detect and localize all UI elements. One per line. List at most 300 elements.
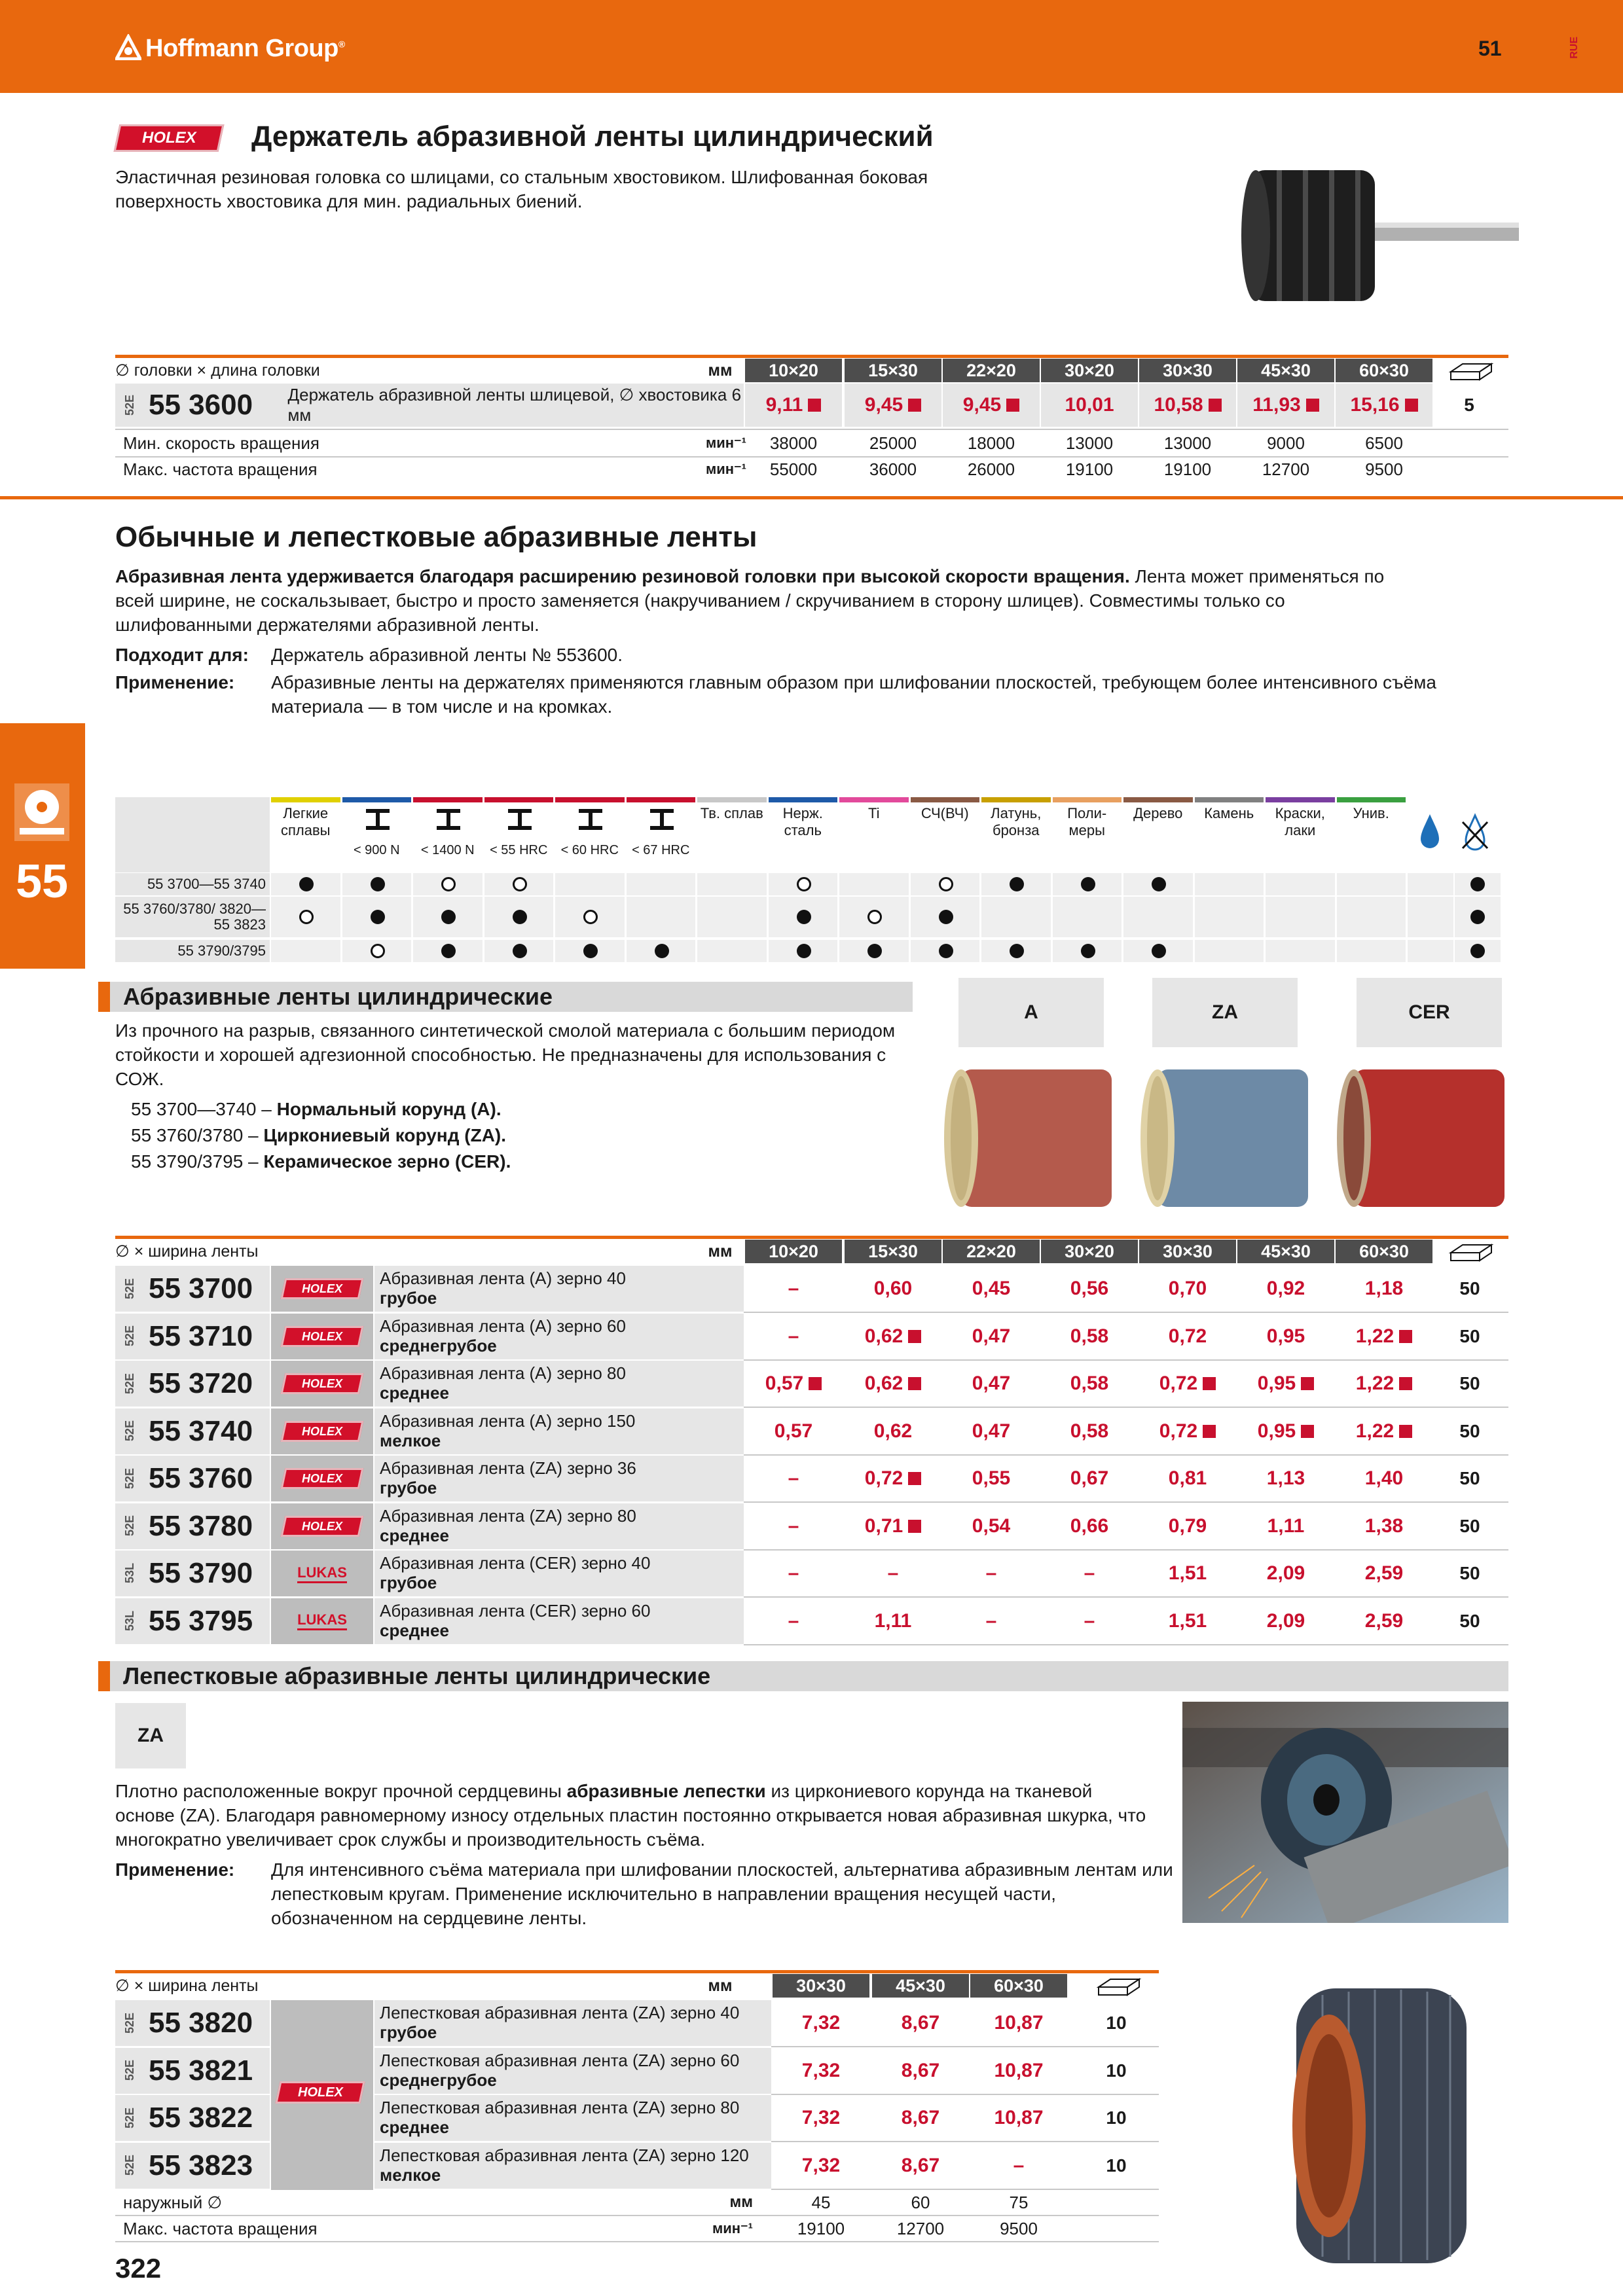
price-value: 9,45	[864, 394, 903, 416]
min-speed-value: 18000	[967, 433, 1015, 453]
price-cell[interactable]	[1336, 1314, 1432, 1359]
price-cell[interactable]	[745, 1266, 842, 1312]
price-cell[interactable]	[1139, 1266, 1236, 1312]
price-cell[interactable]	[1237, 1598, 1334, 1644]
min-speed-value: 13000	[1163, 433, 1212, 453]
flap-price-cell[interactable]	[970, 2000, 1067, 2046]
matrix-cell	[1195, 873, 1264, 895]
material-label: Дерево	[1133, 805, 1183, 821]
max-speed-value: 12700	[1262, 459, 1310, 479]
min-speed-unit: мин⁻¹	[705, 435, 746, 451]
bands-title: Обычные и лепестковые абразивные ленты	[115, 521, 757, 553]
price-cell[interactable]	[1237, 1361, 1334, 1407]
min-speed-label: Мин. скорость вращения	[123, 433, 319, 453]
matrix-cell	[1337, 873, 1406, 895]
price-value: –	[1013, 2154, 1025, 2176]
flap-max-speed-label: Макс. частота вращения	[123, 2218, 318, 2238]
price-cell[interactable]	[1237, 1456, 1334, 1501]
article-number: 52E 55 3740	[123, 1414, 253, 1447]
holex-badge: HOLEX	[281, 1373, 364, 1394]
holex-badge: HOLEX	[281, 1278, 364, 1299]
matrix-cell	[1408, 873, 1453, 895]
price-value: 2,09	[1266, 1609, 1305, 1632]
flap-table-topline	[115, 1970, 1159, 1973]
price-cell[interactable]	[745, 1456, 842, 1501]
flap-price-cell[interactable]	[872, 2048, 969, 2094]
price-value: 0,72	[1168, 1325, 1207, 1347]
price-cell[interactable]	[943, 1408, 1040, 1454]
section-separator	[0, 496, 1623, 499]
material-label: СЧ(ВЧ)	[921, 805, 969, 821]
matrix-cell	[1408, 940, 1453, 962]
material-label: Легкие сплавы	[281, 805, 331, 838]
price-cell[interactable]	[943, 1314, 1040, 1359]
stock-marker-icon	[1405, 399, 1418, 412]
cyl-col-label: ∅ × ширина ленты	[115, 1242, 259, 1261]
price-value: –	[788, 1562, 799, 1584]
suitable-dot-icon	[797, 910, 811, 924]
price-value: –	[985, 1562, 997, 1584]
price-cell[interactable]	[1041, 1408, 1138, 1454]
qty-cell: 50	[1459, 1515, 1480, 1536]
stock-marker-icon	[1209, 399, 1222, 412]
flap-price-cell[interactable]	[773, 2048, 869, 2094]
price-value: 1,13	[1266, 1467, 1305, 1489]
flap-max-speed-unit: мин⁻¹	[712, 2220, 753, 2236]
grain-line: 55 3760/3780 – Циркониевый корунд (ZA).	[131, 1125, 507, 1145]
product-row[interactable]	[115, 1551, 270, 1596]
matrix-cell	[697, 940, 767, 962]
max-speed-value: 26000	[967, 459, 1015, 479]
application-label: Применение:	[115, 672, 235, 692]
dry-no-coolant-icon	[1459, 812, 1491, 851]
holder-price-cell[interactable]	[1041, 384, 1138, 427]
grain-line: 55 3700—3740 – Нормальный корунд (A).	[131, 1099, 501, 1119]
product-row[interactable]	[115, 1314, 270, 1359]
flap-price-cell[interactable]	[773, 2143, 869, 2189]
price-cell[interactable]	[745, 1503, 842, 1549]
size-header: 30×20	[1041, 359, 1138, 382]
flap-col-label: ∅ × ширина ленты	[115, 1977, 259, 1995]
price-value: –	[788, 1467, 799, 1489]
material-label: Унив.	[1353, 805, 1389, 821]
price-cell[interactable]	[845, 1266, 941, 1312]
article-number: 52E 55 3820	[123, 2007, 253, 2039]
price-cell[interactable]	[1237, 1408, 1334, 1454]
price-value: 10,87	[994, 2059, 1044, 2081]
stock-marker-icon	[1301, 1425, 1314, 1438]
holder-price-cell[interactable]	[1336, 384, 1432, 427]
price-cell[interactable]	[1139, 1314, 1236, 1359]
matrix-cell	[1266, 873, 1335, 895]
price-cell[interactable]	[1041, 1266, 1138, 1312]
matrix-row-label: 55 3790/3795	[115, 940, 270, 962]
price-cell[interactable]	[1041, 1598, 1138, 1644]
price-value: 0,72	[1159, 1420, 1198, 1442]
price-cell[interactable]	[1336, 1361, 1432, 1407]
flap-subhead: Лепестковые абразивные ленты цилиндрические	[98, 1661, 1508, 1691]
package-qty-icon	[1095, 1974, 1147, 1998]
suitable-dot-icon	[371, 877, 385, 891]
holder-price-cell[interactable]	[1139, 384, 1236, 427]
article-number: 52E 55 3700	[123, 1272, 253, 1304]
price-value: 1,22	[1355, 1372, 1395, 1394]
max-speed-value: 19100	[1065, 459, 1114, 479]
price-cell[interactable]	[1139, 1456, 1236, 1501]
price-cell[interactable]	[1041, 1551, 1138, 1596]
flap-price-cell[interactable]	[970, 2143, 1067, 2189]
holex-badge: HOLEX	[114, 124, 225, 152]
material-label: Нерж. сталь	[782, 805, 823, 838]
steel-beam-icon	[434, 806, 463, 833]
band-a-image	[944, 1069, 1112, 1207]
flap-price-cell[interactable]	[872, 2143, 969, 2189]
steel-beam-icon	[647, 806, 676, 833]
flap-qty-cell: 10	[1106, 2060, 1127, 2081]
flap-product-description: Лепестковая абразивная лента (ZA) зерно 40 грубое	[374, 2000, 771, 2046]
grade-box-cer: CER	[1357, 978, 1502, 1047]
price-cell[interactable]	[1139, 1361, 1236, 1407]
brand-cell	[271, 1456, 373, 1501]
product-description: Абразивная лента (ZA) зерно 36 грубое	[374, 1456, 744, 1501]
material-label: Тв. сплав	[700, 805, 763, 821]
size-header: 30×20	[1041, 1240, 1138, 1263]
price-cell[interactable]	[845, 1361, 941, 1407]
min-speed-value: 25000	[869, 433, 917, 453]
price-value: 0,67	[1070, 1467, 1109, 1489]
section-tab[interactable]	[0, 723, 85, 969]
flap-qty-cell: 10	[1106, 2155, 1127, 2176]
flap-description: Плотно расположенные вокруг прочной сердцевины абразивные лепестки из циркониевого корунда на тканевой основе (ZA). Благодаря равномерному износу отдельных пластин постоянно открывается новая абразивная шкурка, что многократно увеличивает срок службы и производительность съёма.	[115, 1781, 1146, 1850]
price-cell[interactable]	[1336, 1456, 1432, 1501]
language-code: RUE	[1569, 37, 1580, 59]
package-qty-icon	[1447, 1240, 1499, 1263]
price-cell[interactable]	[1237, 1503, 1334, 1549]
max-speed-unit: мин⁻¹	[705, 461, 746, 477]
dry-suitable-dot-icon	[1470, 910, 1485, 924]
price-value: 0,95	[1257, 1420, 1296, 1442]
product-row[interactable]	[115, 1598, 270, 1644]
price-cell[interactable]	[943, 1598, 1040, 1644]
holder-price-cell[interactable]	[943, 384, 1040, 427]
size-header: 60×30	[970, 1974, 1067, 1998]
min-speed-value: 13000	[1065, 433, 1114, 453]
flap-qty-cell: 10	[1106, 2013, 1127, 2033]
price-value: 7,32	[801, 2059, 841, 2081]
suitable-dot-icon	[655, 944, 669, 958]
matrix-row-label: 55 3700—55 3740	[115, 873, 270, 895]
price-cell[interactable]	[943, 1503, 1040, 1549]
matrix-cell	[627, 873, 696, 895]
holder-price-cell[interactable]	[845, 384, 941, 427]
size-header: 45×30	[872, 1974, 969, 1998]
price-value: –	[1084, 1609, 1095, 1632]
suitable-dot-icon	[1081, 944, 1095, 958]
material-color-bar	[839, 797, 909, 802]
price-cell[interactable]	[943, 1361, 1040, 1407]
price-cell[interactable]	[845, 1551, 941, 1596]
price-cell[interactable]	[1237, 1314, 1334, 1359]
price-value: 7,32	[801, 2154, 841, 2176]
max-speed-value: 19100	[1163, 459, 1212, 479]
grade-box-a: A	[958, 978, 1104, 1047]
suitable-dot-icon	[1081, 877, 1095, 891]
flap-product-row[interactable]	[115, 2095, 270, 2141]
flap-price-cell[interactable]	[773, 2095, 869, 2141]
brand-cell	[271, 1361, 373, 1407]
holder-price-cell[interactable]	[1237, 384, 1334, 427]
price-value: 0,62	[873, 1420, 913, 1442]
flap-band-image	[1283, 1975, 1480, 2278]
price-value: 0,58	[1070, 1372, 1109, 1394]
flap-application-text: Для интенсивного съёма материала при шлифовании плоскостей, альтернатива абразивным лентам или лепестковым кругам. Применение исключительно в направлении вращения несущей части, обозначенном на сердцевине ленты.	[271, 1859, 1173, 1928]
lukas-logo: LUKAS	[297, 1564, 347, 1583]
price-cell[interactable]	[1139, 1551, 1236, 1596]
article-number: 52E 55 3760	[123, 1462, 253, 1494]
stock-marker-icon	[1399, 1425, 1412, 1438]
brand-cell	[271, 1408, 373, 1454]
holex-badge: HOLEX	[281, 1421, 364, 1442]
stock-marker-icon	[809, 1377, 822, 1390]
holder-divider-1	[115, 429, 1508, 430]
size-header: 60×30	[1336, 359, 1432, 382]
qty-cell: 50	[1459, 1420, 1480, 1441]
max-speed-value: 36000	[869, 459, 917, 479]
price-cell[interactable]	[845, 1456, 941, 1501]
matrix-cell	[697, 873, 767, 895]
flap-product-row[interactable]	[115, 2000, 270, 2046]
price-value: 0,58	[1070, 1420, 1109, 1442]
price-value: 2,59	[1364, 1609, 1404, 1632]
price-value: –	[887, 1562, 899, 1584]
size-header: 60×30	[1336, 1240, 1432, 1263]
size-header: 30×30	[773, 1974, 869, 1998]
price-cell[interactable]	[1336, 1598, 1432, 1644]
product-description: Абразивная лента (CER) зерно 40 грубое	[374, 1551, 744, 1596]
price-cell[interactable]	[745, 1551, 842, 1596]
price-value: 9,11	[765, 394, 803, 416]
price-cell[interactable]	[745, 1314, 842, 1359]
price-cell[interactable]	[1336, 1266, 1432, 1312]
product-row[interactable]	[115, 1361, 270, 1407]
flap-price-cell[interactable]	[970, 2048, 1067, 2094]
price-value: –	[788, 1609, 799, 1632]
flap-max-speed-value: 12700	[896, 2218, 945, 2238]
suitable-dot-icon	[371, 910, 385, 924]
price-cell[interactable]	[845, 1408, 941, 1454]
product-row[interactable]	[115, 1456, 270, 1501]
cyl-subhead: Абразивные ленты цилиндрические	[98, 982, 913, 1012]
material-color-bar	[413, 797, 483, 802]
abrasive-bands-image	[941, 1056, 1531, 1220]
brand-cell	[271, 1503, 373, 1549]
outer-dia-label: наружный ∅	[123, 2192, 223, 2212]
dry-suitable-dot-icon	[1470, 877, 1485, 891]
price-cell[interactable]	[943, 1456, 1040, 1501]
size-header: 10×20	[745, 359, 842, 382]
price-value: 0,58	[1070, 1325, 1109, 1347]
price-cell[interactable]	[1336, 1503, 1432, 1549]
steel-beam-icon	[505, 806, 534, 833]
price-value: –	[788, 1278, 799, 1299]
price-value: 0,62	[864, 1325, 903, 1347]
article-number: 52E 55 3821	[123, 2054, 253, 2087]
product-description: Абразивная лента (A) зерно 150 мелкое	[374, 1408, 744, 1454]
price-value: –	[788, 1515, 799, 1537]
article-number: 52E 55 3780	[123, 1509, 253, 1542]
hoffmann-logo-icon	[115, 34, 141, 60]
price-value: 0,72	[864, 1467, 903, 1489]
price-cell[interactable]	[745, 1598, 842, 1644]
conditional-dot-icon	[513, 877, 527, 891]
brand-name: Hoffmann Group	[145, 35, 338, 62]
material-label: Ti	[867, 805, 880, 821]
suitable-dot-icon	[513, 910, 527, 924]
flap-holex-badge: HOLEX	[275, 2081, 365, 2104]
material-color-bar	[484, 797, 554, 802]
matrix-cell	[1337, 940, 1406, 962]
matrix-cell	[1123, 897, 1193, 937]
price-cell[interactable]	[1336, 1408, 1432, 1454]
flap-price-cell[interactable]	[872, 2095, 969, 2141]
price-value: 1,22	[1355, 1325, 1395, 1347]
band-cer-image	[1337, 1069, 1504, 1207]
price-cell[interactable]	[845, 1314, 941, 1359]
price-cell[interactable]	[1041, 1503, 1138, 1549]
min-speed-value: 38000	[769, 433, 818, 453]
price-cell[interactable]	[1139, 1503, 1236, 1549]
holder-product-name: Держатель абразивной ленты шлицевой, ∅ хвостовика 6 мм	[287, 385, 742, 425]
matrix-cell	[555, 873, 625, 895]
price-value: 0,57	[774, 1420, 813, 1442]
price-value: 8,67	[901, 2059, 940, 2081]
grade-box-flap-za: ZA	[115, 1703, 186, 1768]
price-value: 0,70	[1168, 1278, 1207, 1299]
product-row[interactable]	[115, 1503, 270, 1549]
price-value: 0,95	[1257, 1372, 1296, 1394]
flap-product-description: Лепестковая абразивная лента (ZA) зерно 60 среднегрубое	[374, 2048, 771, 2094]
holex-badge: HOLEX	[281, 1468, 364, 1489]
outer-dia-value: 45	[811, 2192, 831, 2212]
price-value: 0,71	[864, 1515, 903, 1537]
suitable-dot-icon	[797, 944, 811, 958]
row-divider	[115, 2241, 1159, 2242]
holex-badge: HOLEX	[281, 1326, 364, 1347]
row-divider	[115, 2215, 1159, 2216]
matrix-cell	[1195, 897, 1264, 937]
holder-divider-2	[115, 456, 1508, 457]
price-cell[interactable]	[745, 1408, 842, 1454]
price-value: 1,51	[1168, 1609, 1207, 1632]
brand-cell	[271, 1266, 373, 1312]
price-cell[interactable]	[1237, 1266, 1334, 1312]
price-cell[interactable]	[943, 1266, 1040, 1312]
steel-beam-icon	[363, 806, 392, 833]
flap-product-row[interactable]	[115, 2048, 270, 2094]
max-speed-value: 55000	[769, 459, 818, 479]
stock-marker-icon	[1301, 1377, 1314, 1390]
price-cell[interactable]	[845, 1503, 941, 1549]
stock-marker-icon	[908, 1472, 921, 1485]
price-cell[interactable]	[1139, 1598, 1236, 1644]
material-label: Латунь, бронза	[991, 805, 1042, 838]
article-number: 52E 55 3822	[123, 2102, 253, 2134]
flap-product-description: Лепестковая абразивная лента (ZA) зерно 80 среднее	[374, 2095, 771, 2141]
price-value: 7,32	[801, 2107, 841, 2128]
size-header: 45×30	[1237, 359, 1334, 382]
matrix-cell	[1195, 940, 1264, 962]
price-cell[interactable]	[1041, 1361, 1138, 1407]
price-cell[interactable]	[1041, 1456, 1138, 1501]
price-value: 10,87	[994, 2107, 1044, 2128]
section-number: 55	[16, 855, 69, 908]
price-value: 0,95	[1266, 1325, 1305, 1347]
flap-qty-cell: 10	[1106, 2108, 1127, 2128]
brand-logo[interactable]: Hoffmann Group®	[115, 34, 345, 63]
price-value: 0,60	[873, 1278, 913, 1299]
size-header: 22×20	[943, 359, 1040, 382]
lukas-logo: LUKAS	[297, 1611, 347, 1630]
price-value: 0,47	[972, 1325, 1011, 1347]
price-cell[interactable]	[1139, 1408, 1236, 1454]
price-value: –	[985, 1609, 997, 1632]
holder-description: Эластичная резиновая головка со шлицами, со стальным хвостовиком. Шлифованная боковая поверхность хвостовика для мин. радиальных биений.	[115, 167, 928, 211]
size-header: 22×20	[943, 1240, 1040, 1263]
grade-box-za: ZA	[1152, 978, 1298, 1047]
price-value: 8,67	[901, 2154, 940, 2176]
stock-marker-icon	[1399, 1330, 1412, 1343]
product-row[interactable]	[115, 1266, 270, 1312]
material-color-bar	[1123, 797, 1193, 802]
coolant-color-bar	[1408, 797, 1455, 802]
price-value: 0,45	[972, 1278, 1011, 1299]
qty-cell: 50	[1459, 1325, 1480, 1346]
flap-price-cell[interactable]	[872, 2000, 969, 2046]
matrix-cell	[627, 897, 696, 937]
fits-label: Подходит для:	[115, 645, 249, 665]
product-row[interactable]	[115, 1408, 270, 1454]
matrix-cell	[697, 897, 767, 937]
price-cell[interactable]	[745, 1361, 842, 1407]
stock-marker-icon	[1006, 399, 1019, 412]
material-color-bar	[1053, 797, 1122, 802]
row-divider	[771, 2189, 1159, 2190]
price-cell[interactable]	[845, 1598, 941, 1644]
price-value: 2,59	[1364, 1562, 1404, 1584]
price-value: 0,92	[1266, 1278, 1305, 1299]
holder-price-cell[interactable]	[745, 384, 842, 427]
product-description: Абразивная лента (ZA) зерно 80 среднее	[374, 1503, 744, 1549]
price-cell[interactable]	[1041, 1314, 1138, 1359]
price-cell[interactable]	[1336, 1551, 1432, 1596]
max-speed-value: 9500	[1365, 459, 1403, 479]
strength-label: < 67 HRC	[632, 843, 690, 857]
flap-price-cell[interactable]	[970, 2095, 1067, 2141]
price-value: 1,51	[1168, 1562, 1207, 1584]
holex-badge: HOLEX	[281, 1516, 364, 1537]
price-value: 10,01	[1065, 394, 1114, 416]
flap-price-cell[interactable]	[773, 2000, 869, 2046]
suitable-dot-icon	[939, 910, 953, 924]
cyl-table-topline	[115, 1236, 1508, 1239]
holder-product-row[interactable]	[115, 384, 744, 427]
flap-product-row[interactable]	[115, 2143, 270, 2189]
price-value: –	[1084, 1562, 1095, 1584]
holder-title: Держатель абразивной ленты цилиндрический	[251, 120, 934, 152]
price-cell[interactable]	[943, 1551, 1040, 1596]
conditional-dot-icon	[371, 944, 385, 958]
price-cell[interactable]	[1237, 1551, 1334, 1596]
